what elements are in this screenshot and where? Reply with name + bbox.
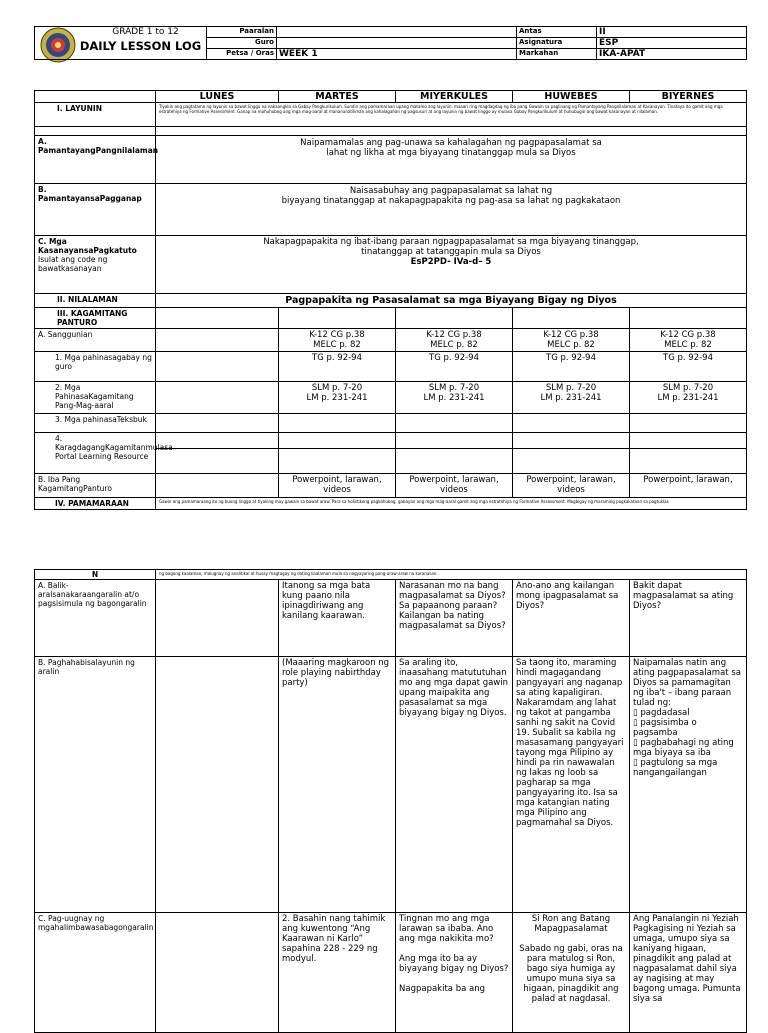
row-c — [35, 913, 747, 1033]
gabay-martes: TG p. 92-94 — [279, 352, 396, 382]
markahan-label: Markahan — [517, 49, 597, 60]
day-miyerkules: MIYERKULES — [396, 91, 513, 103]
guro-label: Guro — [207, 38, 277, 49]
row-b — [35, 657, 747, 913]
header-title-cell — [35, 27, 207, 60]
slm-martes-line1: SLM p. 7-20 — [311, 383, 363, 393]
sanggunian-row — [35, 329, 747, 352]
slm-huwebes-line2: LM p. 231-241 — [540, 393, 602, 403]
row-a-miyerkules: Narasanan mo na bang magpasalamat sa Diyos? Sa papaanong paraan? Kailangan ba nating magpasalamat sa Diyos? — [396, 580, 513, 657]
kagamitan-mag-label: 2. Mga PahinasaKagamitang Pang-Mag-aaral — [35, 382, 156, 414]
row-c-lunes — [156, 913, 279, 1033]
kasanayan-label-cell — [35, 236, 156, 294]
nilalaman-label: II. NILALAMAN — [35, 294, 156, 308]
pangnilalaman-label: A. PamantayangPangnilalaman — [35, 136, 156, 184]
row-b-martes: (Maaaring magkaroon ng role playing nabirthday party) — [279, 657, 396, 913]
pagganap-line2: biyayang tinatanggap at nakapagpapakita ng pag-asa sa lahat ng pagkakataon — [281, 196, 621, 206]
days-row — [35, 91, 747, 103]
sanggunian-huwebes-line1: K-12 CG p.38 — [543, 330, 599, 340]
grade-label: GRADE 1 to 12 — [112, 27, 179, 37]
row-b-lunes — [156, 657, 279, 913]
row-a-martes: Itanong sa mga bata kung paano nila ipinagdiriwang ang kanilang kaarawan. — [279, 580, 396, 657]
kasanayan-label: C. Mga KasanayansaPagkatuto — [38, 237, 137, 255]
kasanayan-text — [156, 236, 747, 294]
pangnilalaman-line2: lahat ng likha at mga biyayang tinatanggap mula sa Diyos — [326, 148, 576, 158]
paaralan-value — [277, 27, 517, 38]
slm-biyernes-line2: LM p. 231-241 — [657, 393, 719, 403]
slm-biyernes — [630, 382, 747, 414]
slm-miyerkules-line1: SLM p. 7-20 — [428, 383, 480, 393]
row-a-lunes — [156, 580, 279, 657]
sanggunian-biyernes-line1: K-12 CG p.38 — [660, 330, 716, 340]
day-martes: MARTES — [279, 91, 396, 103]
row-a-biyernes: Bakit dapat magpasalamat sa ating Diyos? — [630, 580, 747, 657]
layunin-text: Tiyakin ang pagtatamo ng layunin sa bawat linggo na nakaangkla sa Gabay Pangkurikulum. Sundin ang pamamaraan upang matamo ang layunin, maaari ring magdagdag ng iba pang Gawain sa paglinang ng Pamantayang Pangnilalaman at Kasanayan. Tinataya ito gamit ang mga estratehiya ng Formative Assessment. Ganap na mahuhubog ang mga mag-aaral at manananatiliman ang kahalagahan ng pagsusuri at ang layunin ng bawat linggo ay mulasa Gabay Pangkurikulum at huhubugin ang bawat kasanayan at nilalaman. — [156, 103, 747, 127]
kasanayan-sublabel: Isulat ang code ng bawatkasanayan — [38, 255, 108, 273]
pangnilalaman-row — [35, 136, 747, 184]
pamamaraan-text: Gawin ang pamamaraang ito ng buong linggo at tiyaking may gawain sa bawat araw. Para sa holistikong pagkahubog, gabayan ang mga mag-aaral gamit ang mga estratehiya ng Formative Assessment. Magbigay ng maraming pagkakataon sa pagtuklas — [156, 498, 747, 510]
sanggunian-biyernes-line2: MELC p. 82 — [664, 340, 712, 350]
kagamitan-row — [35, 308, 747, 329]
sanggunian-miyerkules — [396, 329, 513, 352]
kagamitan-mag-row — [35, 382, 747, 414]
kagamitan-label: III. KAGAMITANG PANTURO — [35, 308, 156, 329]
pangnilalaman-text — [156, 136, 747, 184]
gabay-miyerkules: TG p. 92-94 — [396, 352, 513, 382]
slm-martes — [279, 382, 396, 414]
karagdagang-row-1 — [35, 433, 747, 449]
iba-biyernes-line1: Powerpoint, larawan, — [643, 475, 733, 485]
day-lunes: LUNES — [156, 91, 279, 103]
row-c-label: C. Pag-uugnay ng mgahalimbawasabagongaralin — [35, 913, 156, 1033]
sanggunian-martes-line2: MELC p. 82 — [313, 340, 361, 350]
iba-miyerkules-line1: Powerpoint, larawan, — [409, 475, 499, 485]
nilalaman-row — [35, 294, 747, 308]
sanggunian-biyernes — [630, 329, 747, 352]
sanggunian-label: A. Sanggunian — [35, 329, 156, 352]
pagganap-row — [35, 184, 747, 236]
doc-title: DAILY LESSON LOG — [79, 39, 202, 53]
teksbuk-row — [35, 414, 747, 433]
iba-pang-label: B. Iba Pang KagamitangPanturo — [35, 474, 156, 498]
paaralan-label: Paaralan — [207, 27, 277, 38]
gabay-biyernes: TG p. 92-94 — [630, 352, 747, 382]
gabay-huwebes: TG p. 92-94 — [513, 352, 630, 382]
iba-huwebes — [513, 474, 630, 498]
pamamaraan-row — [35, 498, 747, 510]
sanggunian-martes-line1: K-12 CG p.38 — [309, 330, 365, 340]
row-c-miyerkules: Tingnan mo ang mga larawan sa ibaba. Ano ang mga nakikita mo? Ang mga ito ba ay biyayang bigay ng Diyos? Nagpapakita ba ang — [396, 913, 513, 1033]
markahan-value: IKA-APAT — [597, 49, 747, 60]
sanggunian-martes — [279, 329, 396, 352]
iba-biyernes — [630, 474, 747, 498]
teksbuk-label: 3. Mga pahinasaTeksbuk — [35, 414, 156, 433]
slm-biyernes-line1: SLM p. 7-20 — [662, 383, 714, 393]
pamamaraan-label: IV. PAMAMARAAN — [35, 498, 156, 510]
pagganap-line1: Naisasabuhay ang pagpapasalamat sa lahat ng — [349, 186, 553, 196]
row-b-label: B. Paghahabisalayunin ng aralin — [35, 657, 156, 913]
slm-huwebes-line1: SLM p. 7-20 — [545, 383, 597, 393]
layunin-label: I. LAYUNIN — [35, 103, 156, 127]
sanggunian-huwebes-line2: MELC p. 82 — [547, 340, 595, 350]
row-b-biyernes: Naipamalas natin ang ating pagpapasalamat sa Diyos sa pamamagitan ng iba't – ibang paraan tulad ng: ▯ pagdadasal ▯ pagsisimba o pagsamba ▯ pagbabahagi ng ating mga biyaya sa iba ▯ pagtulong sa mga nangangailangan — [630, 657, 747, 913]
iba-martes — [279, 474, 396, 498]
sanggunian-miyerkules-line1: K-12 CG p.38 — [426, 330, 482, 340]
second-top-label: N — [35, 570, 156, 580]
pangnilalaman-line1: Naipamamalas ang pag-unawa sa kahalagahan ng pagpapasalamat sa — [300, 138, 602, 148]
pagganap-text — [156, 184, 747, 236]
sanggunian-miyerkules-line2: MELC p. 82 — [430, 340, 478, 350]
header-table — [34, 26, 747, 60]
nilalaman-text: Pagpapakita ng Pasasalamat sa mga Biyayang Bigay ng Diyos — [156, 294, 747, 308]
row-a — [35, 580, 747, 657]
row-c-martes: 2. Basahin nang tahimik ang kuwentong “Ang Kaarawan ni Karlo” sapahina 228 - 229 ng modyul. — [279, 913, 396, 1033]
row-a-label: A. Balik-aralsanakaraangaralin at/o pagsisimula ng bagongaralin — [35, 580, 156, 657]
pagganap-label: B. PamantayansaPagganap — [35, 184, 156, 236]
sanggunian-huwebes — [513, 329, 630, 352]
layunin-row — [35, 103, 747, 127]
petsa-value: WEEK 1 — [277, 49, 517, 60]
antas-value: II — [597, 27, 747, 38]
row-a-huwebes: Ano-ano ang kailangan mong ipagpasalamat sa Diyos? — [513, 580, 630, 657]
iba-huwebes-line1: Powerpoint, larawan, — [526, 475, 616, 485]
petsa-label: Petsa / Oras — [207, 49, 277, 60]
kasanayan-line2: tinatanggap at tatanggapin mula sa Diyos — [361, 247, 541, 257]
slm-miyerkules — [396, 382, 513, 414]
kasanayan-line1: Nakapagpapakita ng ibat-ibang paraan ngpagpapasalamat sa mga biyayang tinanggap, — [263, 237, 639, 247]
slm-huwebes — [513, 382, 630, 414]
second-top-row — [35, 570, 747, 580]
gabay-label: 1. Mga pahinasagabay ng guro — [35, 352, 156, 382]
kasanayan-code: EsP2PD- IVa-d– 5 — [410, 257, 492, 267]
lesson-table-1 — [34, 90, 747, 510]
gabay-row — [35, 352, 747, 382]
row-b-huwebes: Sa taong ito, maraming hindi magagandang pangyayari ang naganap sa ating kapaligiran. Nakaramdam ang lahat ng takot at pangamba sanhi ng sakit na Covid 19. Subalit sa kabila ng masasamang pangyayari tayong mga Pilipino ay hindi pa rin nawawalan ng lakas ng loob sa pagharap sa mga pangyayaring ito. Isa sa mga katangian nating mga Pilipino ang pagmamahal sa Diyos. — [513, 657, 630, 913]
iba-martes-line2: videos — [323, 485, 351, 495]
iba-miyerkules-line2: videos — [440, 485, 468, 495]
asignatura-label: Asignatura — [517, 38, 597, 49]
iba-martes-line1: Powerpoint, larawan, — [292, 475, 382, 485]
karagdagang-label: 4. KaragdagangKagamitanmulasa Portal Learning Resource — [35, 433, 156, 474]
kasanayan-row — [35, 236, 747, 294]
antas-label: Antas — [517, 27, 597, 38]
day-huwebes: HUWEBES — [513, 91, 630, 103]
row-c-huwebes: Si Ron ang Batang Mapagpasalamat Sabado ng gabi, oras na para matulog si Ron, bago siya humiga ay umupo muna siya sa higaan, pinagdikit ang palad at nagdasal. — [513, 913, 630, 1033]
guro-value — [277, 38, 517, 49]
slm-martes-line2: LM p. 231-241 — [306, 393, 368, 403]
row-c-biyernes: Ang Panalangin ni Yeziah Pagkagising ni Yeziah sa umaga, umupo siya sa kaniyang higaan, pinagdikit ang palad at nagpasalamat dahil siya ay nagising at may bagong umaga. Pumunta siya sa — [630, 913, 747, 1033]
row-b-miyerkules: Sa araling ito, inaasahang matututuhan mo ang mga dapat gawin upang maipakita ang pasasalamat sa mga biyayang bigay ng Diyos. — [396, 657, 513, 913]
iba-huwebes-line2: videos — [557, 485, 585, 495]
iba-pang-row — [35, 474, 747, 498]
second-top-text: ng bagong kaalaman, maiugnay ng analitikal at husay magtagay ng dating kaalaman mula sa nagyayaring pang-araw-araw na karanasan. — [156, 570, 747, 580]
asignatura-value: ESP — [597, 38, 747, 49]
lesson-table-2 — [34, 569, 747, 1033]
day-biyernes: BIYERNES — [630, 91, 747, 103]
iba-miyerkules — [396, 474, 513, 498]
slm-miyerkules-line2: LM p. 231-241 — [423, 393, 485, 403]
